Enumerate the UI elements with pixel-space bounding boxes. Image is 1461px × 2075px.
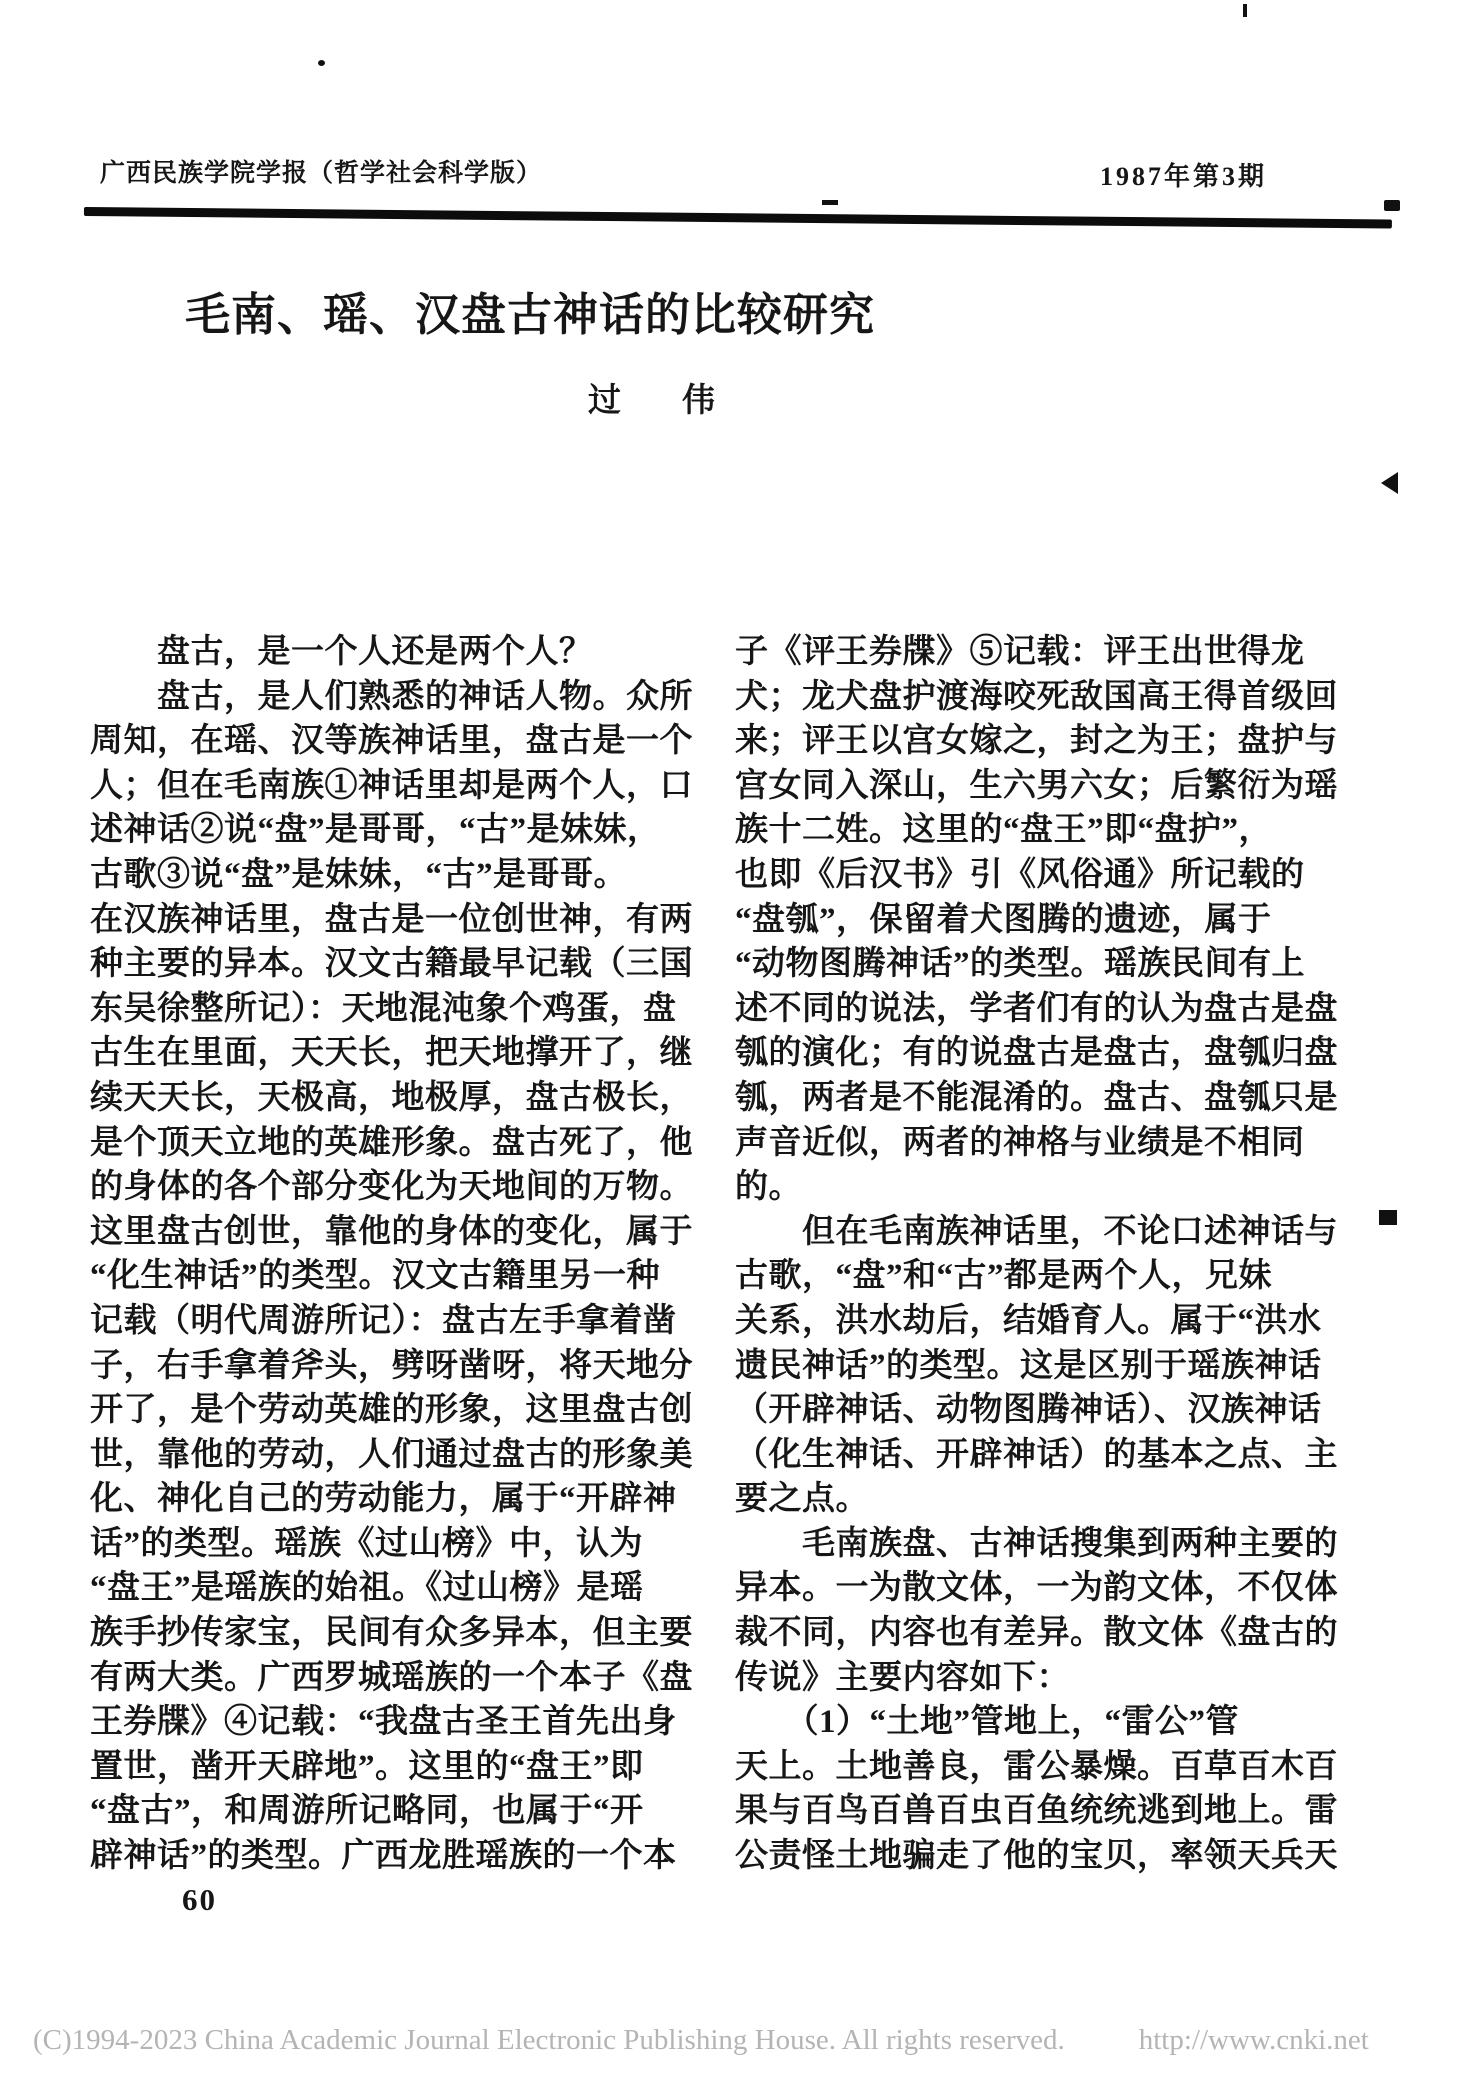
scan-speck xyxy=(1379,1210,1397,1225)
text-line: 东吴徐整所记）：天地混沌象个鸡蛋，盘 xyxy=(90,990,677,1027)
text-line: 人；但在毛南族①神话里却是两个人，口 xyxy=(90,767,693,804)
text-line: 子，右手拿着斧头，劈呀凿呀，将天地分 xyxy=(90,1347,693,1384)
text-line: 异本。一为散文体，一为韵文体，不仅体 xyxy=(735,1570,1338,1607)
text-line: “动物图腾神话”的类型。瑶族民间有上 xyxy=(735,946,1305,983)
footer-url: http://www.cnki.net xyxy=(1138,2024,1369,2056)
right-column xyxy=(735,630,1375,1879)
text-line: “化生神话”的类型。汉文古籍里另一种 xyxy=(90,1258,660,1295)
text-line: 王券牒》④记载：“我盘古圣王首先出身 xyxy=(90,1704,677,1741)
text-line: 周知，在瑶、汉等族神话里，盘古是一个 xyxy=(90,723,693,760)
text-line: 古歌③说“盘”是妹妹，“古”是哥哥。 xyxy=(90,856,627,893)
text-line: 传说》主要内容如下： xyxy=(735,1659,1070,1696)
text-line: 来；评王以宫女嫁之，封之为王；盘护与 xyxy=(735,723,1338,760)
text-line: 瓠，两者是不能混淆的。盘古、盘瓠只是 xyxy=(735,1079,1338,1116)
scan-speck xyxy=(1384,200,1400,211)
scan-speck xyxy=(1243,4,1247,17)
text-line: 果与百鸟百兽百虫百鱼统统逃到地上。雷 xyxy=(735,1793,1338,1830)
copyright-text: (C)1994-2023 China Academic Journal Electronic Publishing House. All rights reserved. xyxy=(33,2024,1065,2056)
article-title: 毛南、瑶、汉盘古神话的比较研究 xyxy=(185,290,876,340)
text-line: （开辟神话、动物图腾神话）、汉族神话 xyxy=(735,1392,1322,1429)
text-line: 古歌，“盘”和“古”都是两个人，兄妹 xyxy=(735,1258,1272,1295)
text-line: （1）“土地”管地上，“雷公”管 xyxy=(735,1704,1239,1741)
scan-speck xyxy=(1381,472,1398,494)
text-line: 辟神话”的类型。广西龙胜瑶族的一个本 xyxy=(90,1838,677,1875)
text-line: 是个顶天立地的英雄形象。盘古死了，他 xyxy=(90,1124,693,1161)
text-line: 瓠的演化；有的说盘古是盘古，盘瓠归盘 xyxy=(735,1035,1338,1072)
text-line: 公责怪土地骗走了他的宝贝，率领天兵天 xyxy=(735,1838,1338,1875)
text-line: 述不同的说法，学者们有的认为盘古是盘 xyxy=(735,990,1338,1027)
text-line: 续天天长，天极高，地极厚，盘古极长， xyxy=(90,1079,693,1116)
page-number: 60 xyxy=(182,1882,217,1917)
article-author: 过 伟 xyxy=(588,383,729,419)
text-line: 世，靠他的劳动，人们通过盘古的形象美 xyxy=(90,1436,693,1473)
text-line: （化生神话、开辟神话）的基本之点、主 xyxy=(735,1436,1338,1473)
text-line: 毛南族盘、古神话搜集到两种主要的 xyxy=(735,1525,1338,1562)
text-line: 在汉族神话里，盘古是一位创世神，有两 xyxy=(90,901,693,938)
text-line: 这里盘古创世，靠他的身体的变化，属于 xyxy=(90,1213,693,1250)
text-line: 裁不同，内容也有差异。散文体《盘古的 xyxy=(735,1615,1338,1652)
scan-speck xyxy=(822,200,838,205)
text-line: 子《评王券牒》⑤记载：评王出世得龙 xyxy=(735,634,1305,670)
text-line: 宫女同入深山，生六男六女；后繁衍为瑶 xyxy=(735,767,1338,804)
text-line: 种主要的异本。汉文古籍最早记载（三国 xyxy=(90,946,693,983)
text-line: 述神话②说“盘”是哥哥，“古”是妹妹， xyxy=(90,812,661,849)
text-line: 族手抄传家宝，民间有众多异本，但主要 xyxy=(90,1615,693,1652)
text-line: 声音近似，两者的神格与业绩是不相同 xyxy=(735,1124,1305,1161)
text-line: 置世，凿开天辟地”。这里的“盘王”即 xyxy=(90,1748,644,1785)
scan-speck xyxy=(318,60,325,66)
text-line: 族十二姓。这里的“盘王”即“盘护”， xyxy=(735,812,1272,849)
text-line: 古生在里面，天天长，把天地撑开了，继 xyxy=(90,1035,693,1072)
text-line: “盘古”，和周游所记略同，也属于“开 xyxy=(90,1793,644,1830)
text-line: 的身体的各个部分变化为天地间的万物。 xyxy=(90,1169,693,1206)
text-line: 化、神化自己的劳动能力，属于“开辟神 xyxy=(90,1481,677,1518)
text-line: 盘古，是人们熟悉的神话人物。众所 xyxy=(90,678,693,715)
text-line: 关系，洪水劫后，结婚育人。属于“洪水 xyxy=(735,1302,1322,1339)
text-line: 犬；龙犬盘护渡海咬死敌国高王得首级回 xyxy=(735,678,1338,715)
text-line: “盘王”是瑶族的始祖。《过山榜》是瑶 xyxy=(90,1570,644,1607)
text-line: 有两大类。广西罗城瑶族的一个本子《盘 xyxy=(90,1659,693,1696)
text-line: 话”的类型。瑶族《过山榜》中，认为 xyxy=(90,1525,643,1562)
text-line: 天上。土地善良，雷公暴燥。百草百木百 xyxy=(735,1748,1338,1785)
text-line: 也即《后汉书》引《风俗通》所记载的 xyxy=(735,856,1305,893)
issue-label: 1987年第3期 xyxy=(1100,162,1268,191)
left-column xyxy=(90,630,715,1879)
text-line: 的。 xyxy=(735,1169,802,1206)
text-line: 盘古，是一个人还是两个人？ xyxy=(90,634,593,670)
text-line: 但在毛南族神话里，不论口述神话与 xyxy=(735,1213,1338,1250)
journal-name: 广西民族学院学报（哲学社会科学版） xyxy=(100,160,543,187)
text-line: “盘瓠”，保留着犬图腾的遗迹，属于 xyxy=(735,901,1272,938)
text-line: 开了，是个劳动英雄的形象，这里盘古创 xyxy=(90,1392,693,1429)
footer-watermark xyxy=(33,2024,1369,2057)
header-divider xyxy=(84,207,1392,229)
text-line: 要之点。 xyxy=(735,1481,869,1518)
text-line: 记载（明代周游所记）：盘古左手拿着凿 xyxy=(90,1302,677,1339)
text-line: 遗民神话”的类型。这是区别于瑶族神话 xyxy=(735,1347,1322,1384)
